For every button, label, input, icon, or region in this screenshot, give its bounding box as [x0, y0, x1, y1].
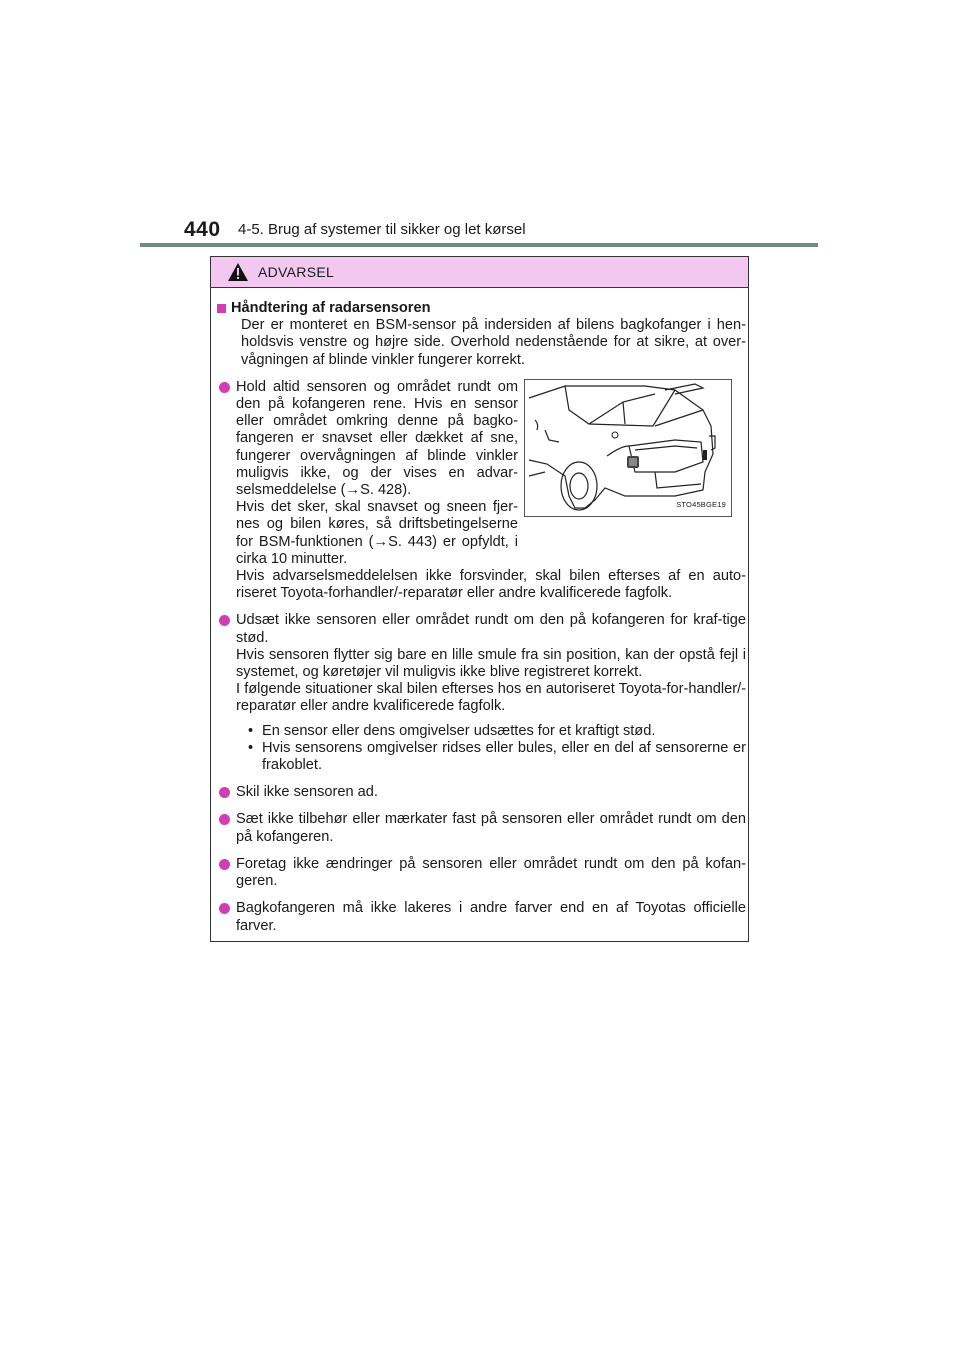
car-rear-illustration — [524, 379, 732, 517]
bullet-text: Bagkofangeren må ikke lakeres i andre farver end en af Toyotas officielle farver. — [236, 900, 746, 934]
section-title: 4-5. Brug af systemer til sikker og let kørsel — [238, 221, 526, 238]
page-number: 440 — [184, 218, 221, 241]
heading-text: Håndtering af radarsensoren — [231, 300, 431, 316]
bullet-text: Foretag ikke ændringer på sensoren eller området rundt om den på kofan-geren. — [236, 855, 746, 890]
bullet-item — [216, 811, 746, 845]
square-bullet-icon — [217, 304, 226, 313]
warning-box — [210, 256, 749, 942]
bullet-text: Hvis advarselsmeddelelsen ikke forsvinder, skal bilen efterses af en auto-riseret Toyota-forhandler/-reparatør eller andre kvalificerede fagfolk. — [236, 568, 746, 602]
bullet-dot-icon — [219, 814, 230, 825]
sub-item-text: En sensor eller dens omgivelser udsættes for et kraftigt stød. — [262, 722, 656, 739]
header-rule — [140, 243, 818, 247]
section-heading — [216, 300, 746, 317]
warning-header — [211, 257, 748, 288]
warning-label: ADVARSEL — [258, 264, 335, 280]
bullet-item — [216, 784, 746, 801]
warning-triangle-icon — [227, 262, 249, 282]
bullet-text: I følgende situationer skal bilen efterses hos en autoriseret Toyota-for-handler/-reparatør eller andre kvalificerede fagfolk. — [236, 681, 746, 715]
bullet-text: Hvis sensoren flytter sig bare en lille smule fra sin position, kan der opstå fejl i systemet, og køretøjer vil muligvis ikke blive registreret korrekt. — [236, 646, 746, 681]
bullet-text: Sæt ikke tilbehør eller mærkater fast på sensoren eller området rundt om den på kofangeren. — [236, 811, 746, 845]
bullet-text: Skil ikke sensoren ad. — [236, 784, 378, 801]
bullet-item — [216, 856, 746, 890]
sub-list-item — [248, 723, 746, 740]
sub-item-text: Hvis sensorens omgivelser ridses eller bules, eller en del af sensorerne er frakoblet. — [262, 739, 746, 774]
figure-caption: STO45BGE19 — [676, 499, 726, 509]
bullet-dot-icon — [219, 859, 230, 870]
bullet-dot-icon — [219, 615, 230, 626]
warning-content — [216, 300, 746, 935]
bullet-dot-icon — [219, 903, 230, 914]
bullet-dot-icon — [219, 787, 230, 798]
bullet-dot-icon — [219, 382, 230, 393]
sub-list — [248, 723, 746, 775]
bullet-item — [216, 379, 746, 603]
bullet-item — [216, 612, 746, 774]
bullet-item — [216, 900, 746, 934]
bullet-text: Udsæt ikke sensoren eller området rundt om den på kofangeren for kraf-tige stød. — [236, 612, 746, 646]
bullet-text: Hvis det sker, skal snavset og sneen fjer-nes og bilen køres, så driftsbetingelserne for BSM-funktionen (→S. 443) er opfyldt, i cirka 10 minutter. — [236, 499, 518, 567]
sub-list-item — [248, 740, 746, 774]
intro-paragraph: Der er monteret en BSM-sensor på indersiden af bilens bagkofanger i hen-holdsvis venstre og højre side. Overhold nedenstående for at sikre, at over-vågningen af blinde vinkler fungerer korrekt. — [241, 317, 746, 368]
sub-bullet-mark: • — [248, 739, 254, 756]
sub-bullet-mark: • — [248, 722, 254, 739]
bullet-text: Hold altid sensoren og området rundt om den på kofangeren rene. Hvis en sensor eller området omkring denne på bagko-fangeren er snavset eller dækket af sne, fungerer overvågningen af blinde vinkler muligvis ikke, og der vises en advar-selsmeddelelse (→S. 428). — [236, 378, 518, 499]
